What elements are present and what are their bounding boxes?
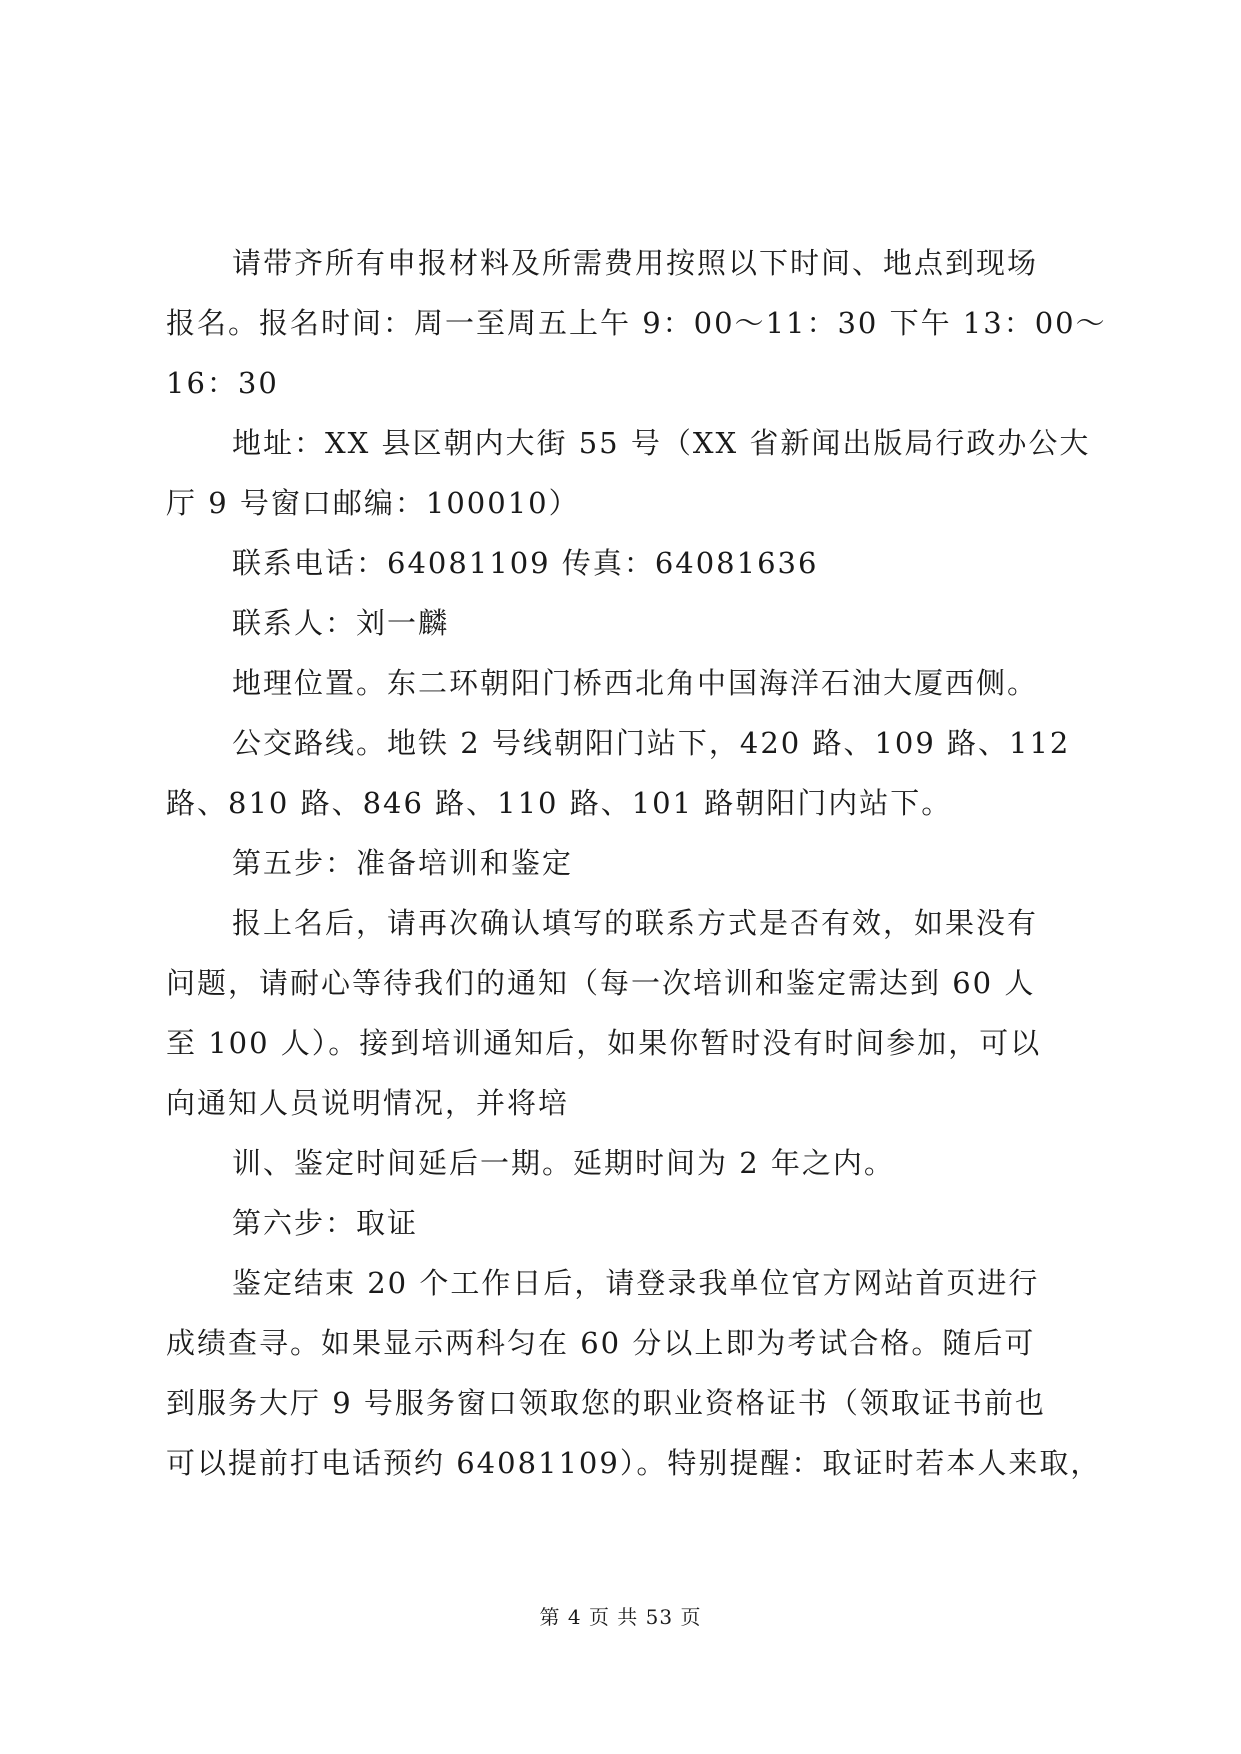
text-line: 地理位置。东二环朝阳门桥西北角中国海洋石油大厦西侧。 xyxy=(232,666,1039,700)
text-line: 报上名后，请再次确认填写的联系方式是否有效，如果没有 xyxy=(232,906,1039,940)
text-line: 第六步：取证 xyxy=(232,1206,419,1240)
text-line: 到服务大厅 9 号服务窗口领取您的职业资格证书（领取证书前也 xyxy=(166,1386,1046,1420)
text-line: 路、810 路、846 路、110 路、101 路朝阳门内站下。 xyxy=(166,786,953,820)
text-line: 公交路线。地铁 2 号线朝阳门站下，420 路、109 路、112 xyxy=(232,726,1071,760)
page-number-label: 第 4 页 共 53 页 xyxy=(539,1605,702,1629)
text-line: 至 100 人）。接到培训通知后，如果你暂时没有时间参加，可以 xyxy=(166,1026,1042,1060)
text-line: 问题，请耐心等待我们的通知（每一次培训和鉴定需达到 60 人 xyxy=(166,966,1036,1000)
text-line: 报名。报名时间：周一至周五上午 9：00～11：30 下午 13：00～ xyxy=(166,306,1107,340)
text-line: 训、鉴定时间延后一期。延期时间为 2 年之内。 xyxy=(232,1146,895,1180)
document-body xyxy=(166,233,1107,1493)
text-line: 16：30 xyxy=(166,366,279,400)
text-line: 请带齐所有申报材料及所需费用按照以下时间、地点到现场 xyxy=(232,246,1039,280)
text-line: 联系人：刘一麟 xyxy=(232,606,450,640)
text-line: 联系电话：64081109 传真：64081636 xyxy=(232,546,819,580)
text-line: 成绩查寻。如果显示两科匀在 60 分以上即为考试合格。随后可 xyxy=(166,1326,1036,1360)
page-footer xyxy=(0,1602,1241,1632)
text-line: 鉴定结束 20 个工作日后，请登录我单位官方网站首页进行 xyxy=(232,1266,1040,1300)
text-line: 厅 9 号窗口邮编：100010） xyxy=(166,486,580,520)
text-line: 第五步：准备培训和鉴定 xyxy=(232,846,574,880)
text-line: 向通知人员说明情况，并将培 xyxy=(166,1086,570,1120)
text-line: 可以提前打电话预约 64081109）。特别提醒：取证时若本人来取， xyxy=(166,1446,1102,1480)
text-line: 地址：XX 县区朝内大街 55 号（XX 省新闻出版局行政办公大 xyxy=(232,426,1091,460)
